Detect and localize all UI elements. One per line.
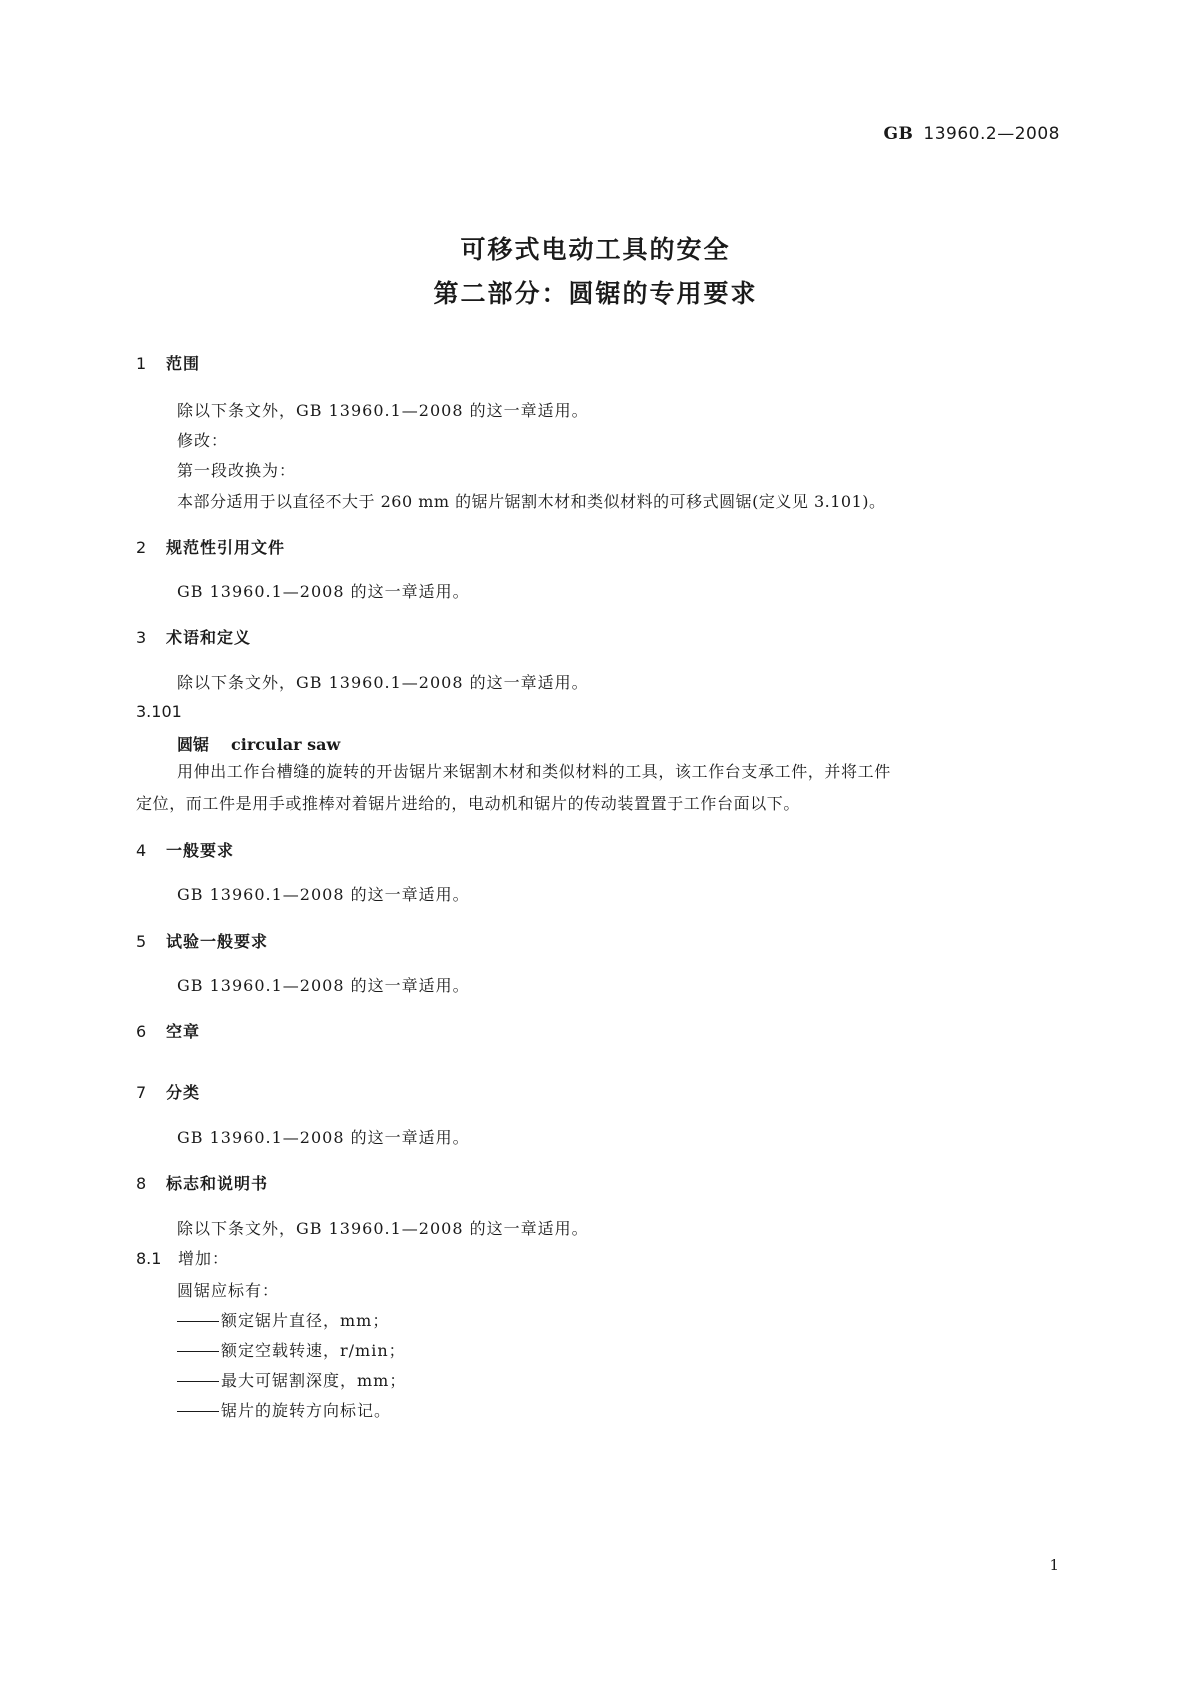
section-heading-2 [136, 535, 285, 558]
section-number: 3 [136, 628, 148, 647]
section-7-paragraph-1: GB 13960.1—2008 的这一章适用。 [177, 1128, 470, 1147]
em-dash [177, 1381, 219, 1382]
section-4-paragraph-1: GB 13960.1—2008 的这一章适用。 [177, 885, 470, 904]
em-dash [177, 1351, 219, 1352]
section-1-paragraph-1: 除以下条文外，GB 13960.1—2008 的这一章适用。 [177, 401, 589, 420]
subsection-3-101-number [136, 702, 182, 721]
document-title-line1: 可移式电动工具的安全 [460, 235, 731, 264]
marking-intro: 圆锯应标有： [177, 1281, 280, 1300]
section-heading-7 [136, 1080, 200, 1103]
section-heading-5 [136, 929, 268, 952]
section-1-paragraph-2: 修改： [177, 431, 229, 450]
section-title: 范围 [166, 354, 201, 373]
standard-number: 13960.2—2008 [923, 124, 1060, 144]
section-1-paragraph-4: 本部分适用于以直径不大于 260 mm 的锯片锯割木材和类似材料的可移式圆锯(定义见 3.101)。 [177, 492, 886, 511]
marking-item-text: 额定空载转速，r/min； [221, 1341, 406, 1360]
marking-item-text: 锯片的旋转方向标记。 [221, 1401, 392, 1420]
section-5-paragraph-1: GB 13960.1—2008 的这一章适用。 [177, 976, 470, 995]
section-heading-3 [136, 625, 251, 648]
marking-item-text: 额定锯片直径，mm； [221, 1311, 390, 1330]
section-1-paragraph-3: 第一段改换为： [177, 461, 297, 480]
section-number: 2 [136, 538, 148, 557]
section-number: 5 [136, 932, 148, 951]
marking-item [177, 1368, 406, 1391]
section-heading-1 [136, 351, 200, 374]
section-title: 试验一般要求 [166, 932, 269, 951]
subsection-label: 增加： [178, 1249, 230, 1268]
standard-code [884, 124, 1060, 144]
term-chinese: 圆锯 [177, 735, 210, 754]
section-heading-4 [136, 838, 234, 861]
definition-line-1: 用伸出工作台槽缝的旋转的开齿锯片来锯割木材和类似材料的工具，该工作台支承工件，并将工件 [177, 762, 891, 781]
subsection-number: 8.1 [136, 1249, 162, 1268]
em-dash [177, 1321, 219, 1322]
marking-item-text: 最大可锯割深度，mm； [221, 1371, 407, 1390]
marking-item [177, 1338, 406, 1361]
section-number: 6 [136, 1022, 148, 1041]
section-title: 分类 [166, 1083, 201, 1102]
section-title: 术语和定义 [166, 628, 252, 647]
em-dash [177, 1411, 219, 1412]
section-title: 规范性引用文件 [166, 538, 286, 557]
section-heading-6 [136, 1019, 200, 1042]
section-number: 4 [136, 841, 148, 860]
section-number: 8 [136, 1174, 148, 1193]
marking-item [177, 1308, 389, 1331]
section-2-paragraph-1: GB 13960.1—2008 的这一章适用。 [177, 582, 470, 601]
subsection-number: 3.101 [136, 702, 182, 721]
document-title-line2: 第二部分：圆锯的专用要求 [433, 279, 758, 308]
term-english: circular saw [231, 735, 341, 754]
marking-item [177, 1398, 391, 1421]
section-number: 7 [136, 1083, 148, 1102]
subsection-8-1 [136, 1246, 229, 1269]
term-entry [177, 732, 340, 755]
section-8-paragraph-1: 除以下条文外，GB 13960.1—2008 的这一章适用。 [177, 1219, 589, 1238]
term-definition [136, 756, 1056, 820]
definition-line-2: 定位，而工件是用手或推棒对着锯片进给的，电动机和锯片的传动装置置于工作台面以下。 [136, 794, 801, 813]
section-heading-8 [136, 1171, 268, 1194]
section-title: 空章 [166, 1022, 201, 1041]
standard-prefix: GB [883, 124, 914, 144]
section-number: 1 [136, 354, 148, 373]
page-number: 1 [1049, 1556, 1059, 1574]
section-title: 标志和说明书 [166, 1174, 269, 1193]
section-3-paragraph-1: 除以下条文外，GB 13960.1—2008 的这一章适用。 [177, 673, 589, 692]
section-title: 一般要求 [166, 841, 235, 860]
